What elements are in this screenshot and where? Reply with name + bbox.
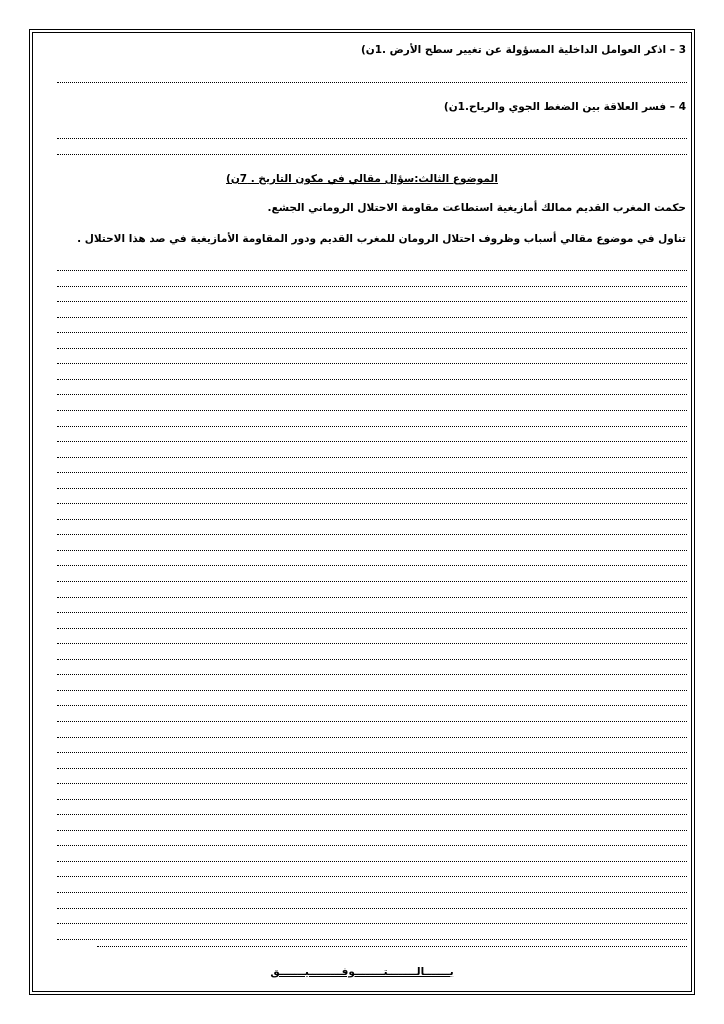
essay-line bbox=[57, 565, 687, 566]
essay-line bbox=[57, 628, 687, 629]
essay-line bbox=[57, 892, 687, 893]
essay-line bbox=[57, 534, 687, 535]
essay-line bbox=[57, 939, 687, 940]
essay-line bbox=[57, 845, 687, 846]
essay-line bbox=[57, 814, 687, 815]
essay-line bbox=[57, 597, 687, 598]
essay-line bbox=[57, 737, 687, 738]
essay-line bbox=[57, 332, 687, 333]
essay-line bbox=[57, 363, 687, 364]
essay-line bbox=[57, 410, 687, 411]
essay-line bbox=[57, 799, 687, 800]
essay-line bbox=[57, 394, 687, 395]
section3-instruction: تناول في موضوع مقالي أسباب وظروف احتلال الرومان للمغرب القديم ودور المقاومة الأمازيغية في صد هذا الاحتلال . bbox=[77, 233, 686, 245]
essay-line bbox=[57, 348, 687, 349]
essay-line bbox=[57, 441, 687, 442]
closing-wish: بـــــــالــــــــتــــــــوفـــــــــيـــــــق bbox=[270, 966, 454, 978]
answer-line bbox=[57, 154, 687, 155]
essay-line bbox=[57, 457, 687, 458]
question-4: 4 – فسر العلاقة بين الضغط الجوي والرياح.1ن) bbox=[443, 101, 686, 113]
essay-line bbox=[57, 705, 687, 706]
essay-line bbox=[57, 270, 687, 271]
essay-line bbox=[97, 946, 687, 947]
essay-line bbox=[57, 908, 687, 909]
essay-line bbox=[57, 488, 687, 489]
essay-line bbox=[57, 643, 687, 644]
essay-line bbox=[57, 379, 687, 380]
answer-line bbox=[57, 82, 687, 83]
essay-line bbox=[57, 861, 687, 862]
section3-title: الموضوع الثالث:سؤال مقالي في مكون التاريخ . 7ن) bbox=[226, 173, 498, 185]
essay-line bbox=[57, 301, 687, 302]
essay-line bbox=[57, 317, 687, 318]
essay-line bbox=[57, 612, 687, 613]
essay-line bbox=[57, 923, 687, 924]
essay-line bbox=[57, 752, 687, 753]
essay-line bbox=[57, 659, 687, 660]
essay-line bbox=[57, 876, 687, 877]
essay-line bbox=[57, 783, 687, 784]
essay-line bbox=[57, 581, 687, 582]
essay-line bbox=[57, 768, 687, 769]
essay-line bbox=[57, 519, 687, 520]
essay-line bbox=[57, 550, 687, 551]
essay-line bbox=[57, 674, 687, 675]
essay-line bbox=[57, 426, 687, 427]
section3-context: حكمت المغرب القديم ممالك أمازيغية استطاعت مقاومة الاحتلال الروماني الجشع. bbox=[267, 202, 686, 214]
essay-line bbox=[57, 286, 687, 287]
question-3: 3 – اذكر العوامل الداخلية المسؤولة عن تغيير سطح الأرض .1ن) bbox=[360, 44, 686, 56]
essay-line bbox=[57, 472, 687, 473]
essay-line bbox=[57, 721, 687, 722]
essay-line bbox=[57, 830, 687, 831]
essay-line bbox=[57, 690, 687, 691]
essay-line bbox=[57, 503, 687, 504]
answer-line bbox=[57, 138, 687, 139]
